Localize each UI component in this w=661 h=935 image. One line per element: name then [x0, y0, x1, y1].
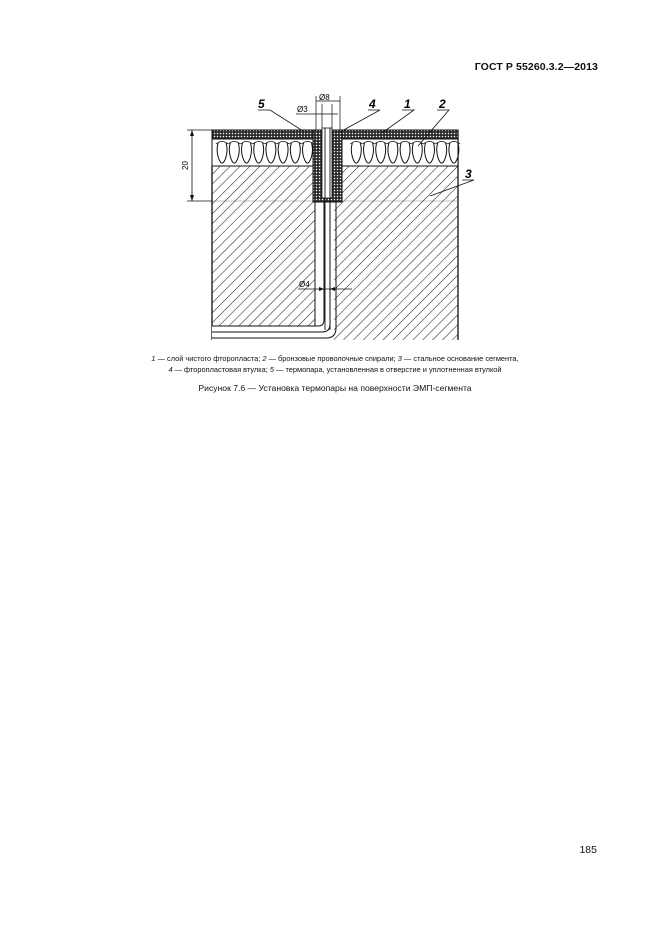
thermocouple-diameter-label: Ø4	[299, 280, 310, 289]
callout-1: 1	[404, 97, 411, 111]
hole-outer-diameter-label: Ø3	[297, 105, 308, 114]
hole-inner-diameter-label: Ø8	[319, 93, 330, 102]
standard-code: ГОСТ Р 55260.3.2—2013	[474, 61, 598, 73]
callout-2: 2	[439, 97, 446, 111]
figure-caption: Рисунок 7.6 — Установка термопары на поверхности ЭМП-сегмента	[198, 383, 472, 393]
callout-3: 3	[465, 167, 472, 181]
depth-dimension-label: 20	[181, 161, 190, 170]
hole-dimensions	[296, 93, 340, 130]
callout-5: 5	[258, 97, 265, 111]
depth-dimension	[181, 130, 212, 201]
page-number: 185	[579, 844, 597, 856]
figure-legend	[60, 354, 610, 375]
legend-line-2: 4 — фторопластовая втулка; 5 — термопара, установленная в отверстие и уплотненная втулкой	[168, 364, 502, 374]
legend-line-1: 1 — слой чистого фторопласта; 2 — бронзовые проволочные спирали; 3 — стальное основание сегмента,	[151, 354, 519, 363]
callout-4: 4	[369, 97, 376, 111]
